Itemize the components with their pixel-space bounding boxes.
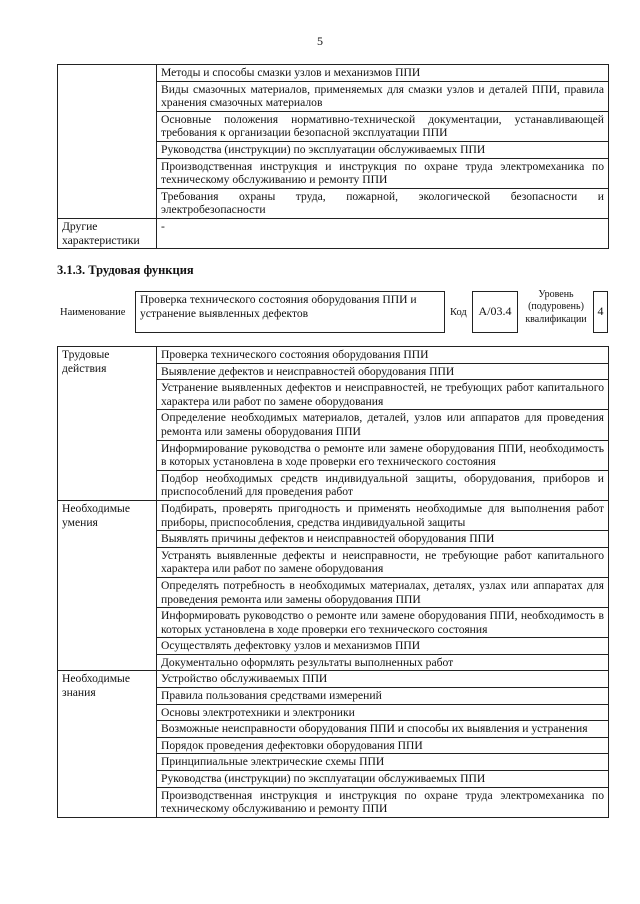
row-item-text: Порядок проведения дефектовки оборудования ППИ: [157, 737, 609, 754]
section-heading: 3.1.3. Трудовая функция: [57, 263, 194, 277]
knowledge-table-continued: [57, 64, 609, 249]
row-item-text: Устранять выявленные дефекты и неисправности, не требующие работ капитального характера или работ по замене оборудования: [157, 547, 609, 577]
table-row: [58, 65, 609, 82]
row-item-text: Производственная инструкция и инструкция по охране труда электромеханика по техническому обслуживанию и ремонту ППИ: [157, 158, 609, 188]
row-item-text: Производственная инструкция и инструкция по охране труда электромеханика по техническому обслуживанию и ремонту ППИ: [157, 787, 609, 817]
table-row: [58, 347, 609, 364]
row-category-label: [58, 65, 157, 219]
row-item-text: Возможные неисправности оборудования ППИ и способы их выявления и устранения: [157, 721, 609, 738]
name-label: Наименование: [60, 307, 126, 318]
table-row: [58, 500, 609, 530]
row-item-text: Определение необходимых материалов, деталей, узлов или аппаратов для проведения ремонта или замены оборудования ППИ: [157, 410, 609, 440]
table-row: [58, 671, 609, 688]
row-category-label: Необходимые умения: [58, 500, 157, 671]
page-number: 5: [317, 34, 323, 48]
row-item-text: Требования охраны труда, пожарной, экологической безопасности и электробезопасности: [157, 188, 609, 218]
row-item-text: Информирование руководства о ремонте или замене оборудования ППИ, необходимость в которых установлена в ходе проверки его технического состояния: [157, 440, 609, 470]
row-item-text: Методы и способы смазки узлов и механизмов ППИ: [157, 65, 609, 82]
row-category-label: Необходимые знания: [58, 671, 157, 817]
row-item-text: Принципиальные электрические схемы ППИ: [157, 754, 609, 771]
row-item-text: Подбирать, проверять пригодность и применять необходимые для выполнения работ приборы, приспособления, средства индивидуальной защиты: [157, 500, 609, 530]
code-label: Код: [450, 307, 467, 318]
row-item-text: Устранение выявленных дефектов и неисправностей, не требующих работ капитального характера или работ по замене оборудования: [157, 380, 609, 410]
row-item-text: Информировать руководство о ремонте или замене оборудования ППИ, необходимость в которых установлена в ходе проверки его технического состояния: [157, 608, 609, 638]
row-item-text: Подбор необходимых средств индивидуальной защиты, оборудования, приборов и приспособлений для проведения работ: [157, 470, 609, 500]
qualification-level-box: 4: [593, 291, 608, 333]
row-item-text: Устройство обслуживаемых ППИ: [157, 671, 609, 688]
row-item-text: Виды смазочных материалов, применяемых для смазки узлов и деталей ППИ, правила хранения смазочных материалов: [157, 81, 609, 111]
row-item-text: Определять потребность в необходимых материалах, деталях, узлах или аппаратах для проведения ремонта или замены оборудования ППИ: [157, 577, 609, 607]
row-item-text: Правила пользования средствами измерений: [157, 688, 609, 705]
row-item-text: Выявление дефектов и неисправностей оборудования ППИ: [157, 363, 609, 380]
row-item-text: Руководства (инструкции) по эксплуатации обслуживаемых ППИ: [157, 771, 609, 788]
labor-function-table: [57, 346, 609, 818]
row-category-label: Трудовые действия: [58, 347, 157, 501]
row-item-text: Документально оформлять результаты выполненных работ: [157, 654, 609, 671]
row-category-label: Другие характеристики: [58, 218, 157, 248]
row-item-text: Осуществлять дефектовку узлов и механизмов ППИ: [157, 638, 609, 655]
row-item-text: -: [157, 218, 609, 248]
row-item-text: Проверка технического состояния оборудования ППИ: [157, 347, 609, 364]
row-item-text: Основные положения нормативно-технической документации, устанавливающей требования к организации безопасной эксплуатации ППИ: [157, 111, 609, 141]
function-code-box: А/03.4: [472, 291, 518, 333]
table-row: [58, 218, 609, 248]
row-item-text: Основы электротехники и электроники: [157, 704, 609, 721]
qualification-level-label: Уровень (подуровень) квалификации: [525, 289, 587, 325]
row-item-text: Выявлять причины дефектов и неисправностей оборудования ППИ: [157, 531, 609, 548]
row-item-text: Руководства (инструкции) по эксплуатации обслуживаемых ППИ: [157, 141, 609, 158]
function-name-box: Проверка технического состояния оборудования ППИ и устранение выявленных дефектов: [135, 291, 445, 333]
